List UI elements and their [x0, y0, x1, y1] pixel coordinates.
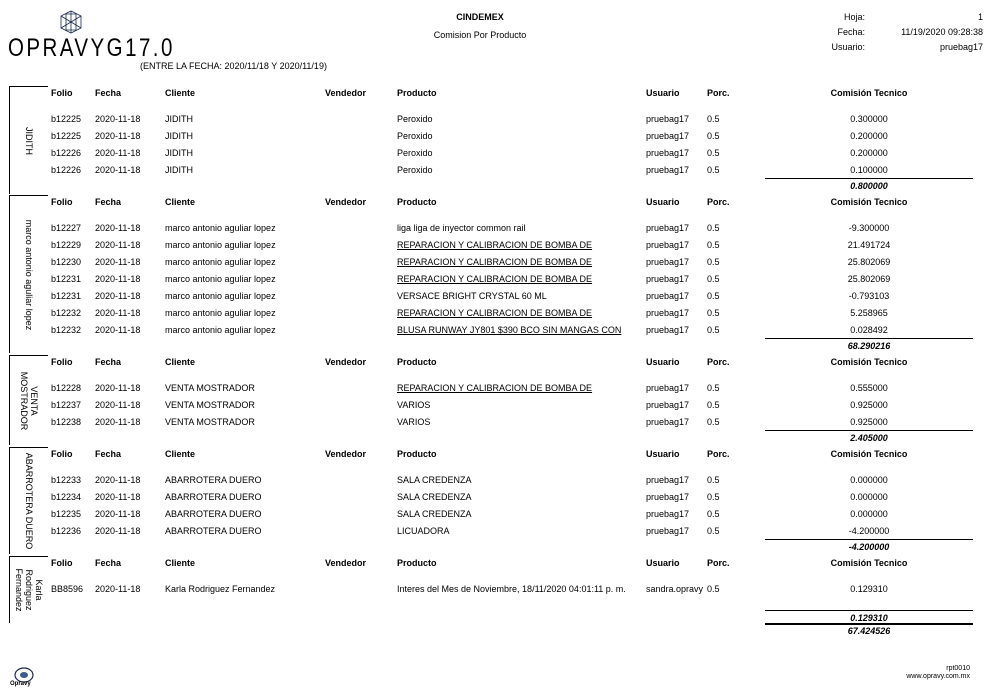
column-header-folio: Folio — [51, 558, 73, 568]
client-group — [9, 447, 975, 554]
cell-porc: 0.5 — [707, 492, 720, 502]
cell-folio: BB8596 — [51, 584, 84, 594]
cell-porc: 0.5 — [707, 509, 720, 519]
column-header-producto: Producto — [397, 558, 437, 568]
group-total-rule — [765, 539, 973, 540]
column-header-vendedor: Vendedor — [325, 558, 367, 568]
group-client-name: marco antonio aguliar lopez — [24, 219, 34, 330]
cell-fecha: 2020-11-18 — [95, 240, 141, 250]
cell-usuario: pruebag17 — [646, 114, 690, 124]
cell-folio: b12231 — [51, 274, 82, 284]
cell-porc: 0.5 — [707, 325, 720, 335]
cell-producto: SALA CREDENZA — [397, 509, 472, 519]
cell-folio: b12233 — [51, 475, 82, 485]
page-value: 1 — [977, 12, 983, 22]
cell-folio: b12234 — [51, 492, 82, 502]
cell-producto: LICUADORA — [397, 526, 450, 536]
cell-folio: b12225 — [51, 131, 82, 141]
column-header-producto: Producto — [397, 88, 437, 98]
grand-total: 67.424526 — [847, 626, 891, 636]
group-client-name: VENTA MOSTRADOR — [19, 371, 39, 430]
cell-porc: 0.5 — [707, 114, 720, 124]
cell-folio: b12226 — [51, 165, 82, 175]
cell-folio: b12232 — [51, 325, 82, 335]
cell-producto: Peroxido — [397, 114, 433, 124]
cell-fecha: 2020-11-18 — [95, 400, 141, 410]
column-header-porc: Porc. — [707, 197, 730, 207]
column-header-porc: Porc. — [707, 558, 730, 568]
cell-cliente: marco antonio aguliar lopez — [165, 240, 276, 250]
cell-producto: REPARACION Y CALIBRACION DE BOMBA DE — [397, 240, 593, 250]
cell-fecha: 2020-11-18 — [95, 475, 141, 485]
cell-porc: 0.5 — [707, 223, 720, 233]
column-header-comision: Comisión Tecnico — [830, 197, 908, 207]
column-header-producto: Producto — [397, 357, 437, 367]
cell-fecha: 2020-11-18 — [95, 383, 141, 393]
column-header-folio: Folio — [51, 197, 73, 207]
cell-fecha: 2020-11-18 — [95, 308, 141, 318]
cell-porc: 0.5 — [707, 417, 720, 427]
group-side-label — [9, 447, 48, 554]
cell-porc: 0.5 — [707, 400, 720, 410]
cell-comision: 21.491724 — [847, 240, 891, 250]
cell-usuario: pruebag17 — [646, 417, 690, 427]
group-side-label — [9, 195, 48, 353]
cell-cliente: marco antonio aguliar lopez — [165, 257, 276, 267]
group-total: 2.405000 — [850, 433, 888, 443]
cell-folio: b12230 — [51, 257, 82, 267]
cell-porc: 0.5 — [707, 584, 720, 594]
logo-wordmark: OPRAVYG17.0 — [8, 34, 175, 62]
column-header-folio: Folio — [51, 449, 73, 459]
cell-usuario: pruebag17 — [646, 223, 690, 233]
cell-usuario: pruebag17 — [646, 475, 690, 485]
column-header-vendedor: Vendedor — [325, 357, 367, 367]
column-header-comision: Comisión Tecnico — [830, 449, 908, 459]
column-header-vendedor: Vendedor — [325, 449, 367, 459]
cell-producto: REPARACION Y CALIBRACION DE BOMBA DE — [397, 308, 593, 318]
cell-producto: Peroxido — [397, 131, 433, 141]
cell-usuario: pruebag17 — [646, 492, 690, 502]
cell-porc: 0.5 — [707, 148, 720, 158]
cell-usuario: pruebag17 — [646, 291, 690, 301]
cell-comision: -9.300000 — [848, 223, 890, 233]
cell-usuario: pruebag17 — [646, 148, 690, 158]
column-header-porc: Porc. — [707, 88, 730, 98]
page-label: Hoja: — [843, 12, 865, 22]
date-range: (ENTRE LA FECHA: 2020/11/18 Y 2020/11/19) — [140, 61, 327, 71]
cell-usuario: pruebag17 — [646, 274, 690, 284]
column-header-usuario: Usuario — [646, 558, 680, 568]
report-company: CINDEMEX — [456, 12, 504, 22]
cell-folio: b12227 — [51, 223, 82, 233]
cell-folio: b12232 — [51, 308, 82, 318]
cell-cliente: ABARROTERA DUERO — [165, 526, 262, 536]
cell-cliente: marco antonio aguliar lopez — [165, 308, 276, 318]
column-header-usuario: Usuario — [646, 88, 680, 98]
cell-porc: 0.5 — [707, 240, 720, 250]
cell-cliente: marco antonio aguliar lopez — [165, 223, 276, 233]
cell-porc: 0.5 — [707, 475, 720, 485]
cell-porc: 0.5 — [707, 274, 720, 284]
cell-usuario: pruebag17 — [646, 383, 690, 393]
cell-fecha: 2020-11-18 — [95, 509, 141, 519]
column-header-cliente: Cliente — [165, 88, 196, 98]
column-header-comision: Comisión Tecnico — [830, 558, 908, 568]
cell-cliente: marco antonio aguliar lopez — [165, 274, 276, 284]
cell-fecha: 2020-11-18 — [95, 131, 141, 141]
cell-cliente: marco antonio aguliar lopez — [165, 291, 276, 301]
group-total: 68.290216 — [847, 341, 891, 351]
cell-comision: 0.000000 — [850, 509, 888, 519]
group-client-name: Karla Rodriguez Fernandez — [14, 568, 44, 612]
cell-comision: 0.200000 — [850, 148, 888, 158]
group-total-rule — [765, 610, 973, 611]
cell-cliente: VENTA MOSTRADOR — [165, 383, 255, 393]
cell-producto: Peroxido — [397, 148, 433, 158]
cell-comision: 0.000000 — [850, 475, 888, 485]
cell-usuario: pruebag17 — [646, 257, 690, 267]
group-total: -4.200000 — [848, 542, 890, 552]
cell-comision: 0.028492 — [850, 325, 888, 335]
date-value: 11/19/2020 09:28:38 — [901, 27, 983, 37]
cell-producto: Interes del Mes de Noviembre, 18/11/2020 04:01:11 p. m. — [397, 584, 626, 594]
cell-cliente: VENTA MOSTRADOR — [165, 417, 255, 427]
column-header-comision: Comisión Tecnico — [830, 357, 908, 367]
column-header-cliente: Cliente — [165, 197, 196, 207]
date-label: Fecha: — [837, 27, 865, 37]
footer-url: www.opravy.com.mx — [906, 673, 970, 680]
user-value: pruebag17 — [939, 42, 983, 52]
footer-brand: Opravy — [10, 681, 31, 687]
cell-fecha: 2020-11-18 — [95, 274, 141, 284]
cell-fecha: 2020-11-18 — [95, 526, 141, 536]
column-header-cliente: Cliente — [165, 357, 196, 367]
grand-total-rule — [765, 623, 973, 625]
client-group — [9, 355, 975, 445]
cell-fecha: 2020-11-18 — [95, 165, 141, 175]
cell-fecha: 2020-11-18 — [95, 257, 141, 267]
cell-cliente: marco antonio aguliar lopez — [165, 325, 276, 335]
cell-producto: liga liga de inyector common rail — [397, 223, 526, 233]
cell-porc: 0.5 — [707, 383, 720, 393]
cell-producto: VARIOS — [397, 400, 431, 410]
client-group — [9, 195, 975, 353]
group-total: 0.129310 — [850, 613, 888, 623]
cell-porc: 0.5 — [707, 131, 720, 141]
cell-folio: b12229 — [51, 240, 82, 250]
cell-comision: 0.200000 — [850, 131, 888, 141]
column-header-producto: Producto — [397, 197, 437, 207]
column-header-vendedor: Vendedor — [325, 197, 367, 207]
cell-producto: BLUSA RUNWAY JY801 $390 BCO SIN MANGAS CON — [397, 325, 622, 335]
group-side-label — [9, 86, 48, 194]
cell-comision: 0.000000 — [850, 492, 888, 502]
cell-folio: b12237 — [51, 400, 82, 410]
cell-porc: 0.5 — [707, 526, 720, 536]
column-header-usuario: Usuario — [646, 197, 680, 207]
group-total-rule — [765, 338, 973, 339]
cell-folio: b12226 — [51, 148, 82, 158]
cell-usuario: pruebag17 — [646, 400, 690, 410]
cell-fecha: 2020-11-18 — [95, 492, 141, 502]
client-group — [9, 86, 975, 194]
column-header-comision: Comisión Tecnico — [830, 88, 908, 98]
cell-usuario: pruebag17 — [646, 526, 690, 536]
cell-producto: VARIOS — [397, 417, 431, 427]
report-id: rpt0010 — [946, 665, 970, 672]
column-header-folio: Folio — [51, 88, 73, 98]
group-total-rule — [765, 430, 973, 431]
cell-producto: REPARACION Y CALIBRACION DE BOMBA DE — [397, 257, 593, 267]
column-header-fecha: Fecha — [95, 197, 122, 207]
cell-comision: 0.555000 — [850, 383, 888, 393]
client-group — [9, 556, 975, 623]
cell-comision: 25.802069 — [847, 274, 891, 284]
cell-cliente: ABARROTERA DUERO — [165, 475, 262, 485]
cell-cliente: JIDITH — [165, 114, 193, 124]
group-total-rule — [765, 178, 973, 179]
cell-cliente: JIDITH — [165, 165, 193, 175]
cell-folio: b12235 — [51, 509, 82, 519]
cell-comision: 0.300000 — [850, 114, 888, 124]
cell-cliente: ABARROTERA DUERO — [165, 509, 262, 519]
cell-folio: b12231 — [51, 291, 82, 301]
cell-cliente: ABARROTERA DUERO — [165, 492, 262, 502]
cell-folio: b12228 — [51, 383, 82, 393]
cell-cliente: Karla Rodriguez Fernandez — [165, 584, 276, 594]
cell-comision: 0.925000 — [850, 417, 888, 427]
cell-fecha: 2020-11-18 — [95, 148, 141, 158]
cell-usuario: sandra.opravy — [646, 584, 704, 594]
cell-usuario: pruebag17 — [646, 325, 690, 335]
cell-porc: 0.5 — [707, 308, 720, 318]
column-header-fecha: Fecha — [95, 558, 122, 568]
cell-usuario: pruebag17 — [646, 131, 690, 141]
cell-usuario: pruebag17 — [646, 165, 690, 175]
group-side-label — [9, 355, 48, 445]
cell-comision: 5.258965 — [850, 308, 888, 318]
cell-porc: 0.5 — [707, 257, 720, 267]
cell-fecha: 2020-11-18 — [95, 325, 141, 335]
cell-producto: REPARACION Y CALIBRACION DE BOMBA DE — [397, 383, 593, 393]
group-client-name: ABARROTERA DUERO — [24, 452, 34, 550]
cell-comision: -4.200000 — [848, 526, 890, 536]
cell-fecha: 2020-11-18 — [95, 223, 141, 233]
cell-porc: 0.5 — [707, 291, 720, 301]
cell-cliente: JIDITH — [165, 131, 193, 141]
cell-comision: 25.802069 — [847, 257, 891, 267]
column-header-vendedor: Vendedor — [325, 88, 367, 98]
group-client-name: JIDITH — [24, 126, 34, 155]
column-header-usuario: Usuario — [646, 449, 680, 459]
user-label: Usuario: — [831, 42, 865, 52]
column-header-cliente: Cliente — [165, 558, 196, 568]
cell-comision: 0.129310 — [850, 584, 888, 594]
cell-producto: REPARACION Y CALIBRACION DE BOMBA DE — [397, 274, 593, 284]
column-header-cliente: Cliente — [165, 449, 196, 459]
group-side-label — [9, 556, 48, 623]
cell-folio: b12225 — [51, 114, 82, 124]
column-header-porc: Porc. — [707, 357, 730, 367]
cell-usuario: pruebag17 — [646, 509, 690, 519]
cell-folio: b12236 — [51, 526, 82, 536]
group-total: 0.800000 — [850, 181, 888, 191]
column-header-producto: Producto — [397, 449, 437, 459]
column-header-fecha: Fecha — [95, 449, 122, 459]
column-header-fecha: Fecha — [95, 88, 122, 98]
report-title: Comision Por Producto — [433, 30, 527, 40]
cell-comision: 0.925000 — [850, 400, 888, 410]
cell-producto: Peroxido — [397, 165, 433, 175]
cell-producto: VERSACE BRIGHT CRYSTAL 60 ML — [397, 291, 547, 301]
cell-producto: SALA CREDENZA — [397, 492, 472, 502]
cell-usuario: pruebag17 — [646, 240, 690, 250]
cell-folio: b12238 — [51, 417, 82, 427]
cell-porc: 0.5 — [707, 165, 720, 175]
cell-cliente: VENTA MOSTRADOR — [165, 400, 255, 410]
cell-fecha: 2020-11-18 — [95, 417, 141, 427]
cell-fecha: 2020-11-18 — [95, 114, 141, 124]
column-header-porc: Porc. — [707, 449, 730, 459]
column-header-usuario: Usuario — [646, 357, 680, 367]
cell-producto: SALA CREDENZA — [397, 475, 472, 485]
cell-comision: 0.100000 — [850, 165, 888, 175]
column-header-folio: Folio — [51, 357, 73, 367]
cell-usuario: pruebag17 — [646, 308, 690, 318]
cell-fecha: 2020-11-18 — [95, 291, 141, 301]
column-header-fecha: Fecha — [95, 357, 122, 367]
cell-comision: -0.793103 — [848, 291, 890, 301]
cell-cliente: JIDITH — [165, 148, 193, 158]
cell-fecha: 2020-11-18 — [95, 584, 141, 594]
